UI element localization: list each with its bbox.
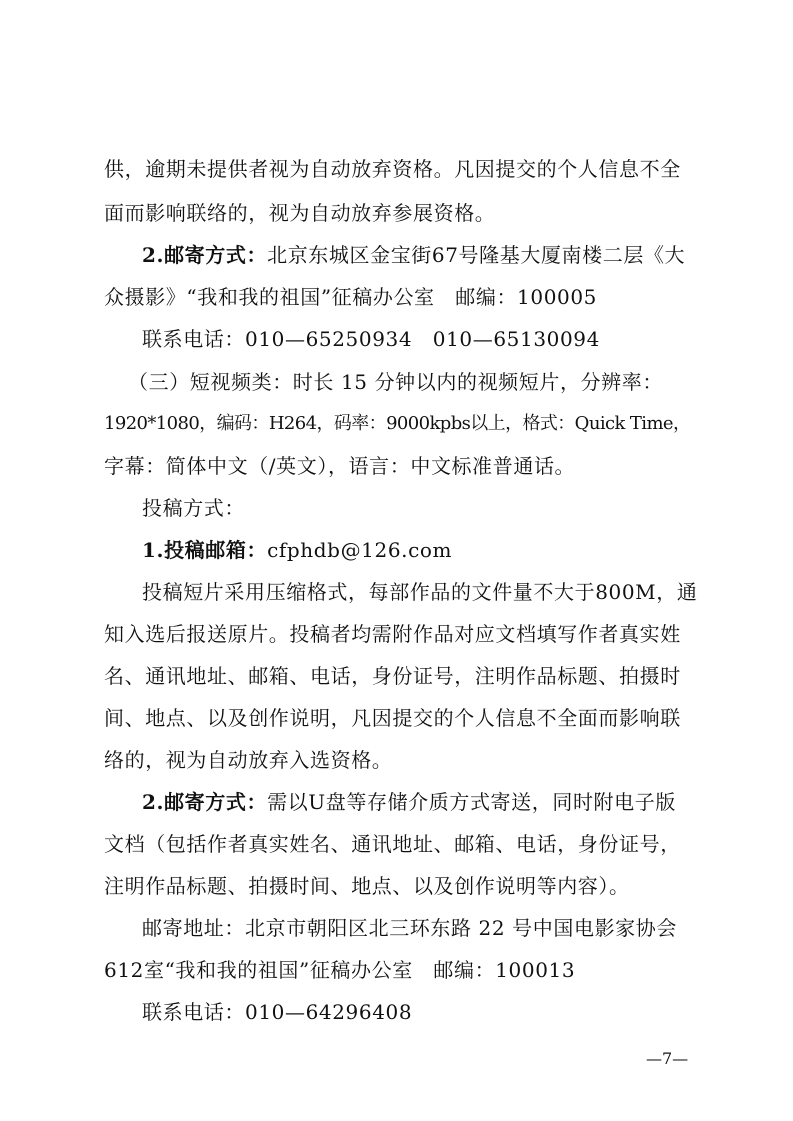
text-line-13: 名、通讯地址、邮箱、电话，身份证号，注明作品标题、拍摄时 bbox=[104, 664, 681, 688]
text-line-17: 文档（包括作者真实姓名、通讯地址、邮箱、电话，身份证号， bbox=[104, 832, 681, 856]
contact-phone-2: 联系电话：010—64296408 bbox=[142, 1000, 413, 1024]
video-subtitle-line: 字幕：简体中文（/英文），语言：中文标准普通话。 bbox=[104, 454, 576, 478]
section-short-video-heading: （三）短视频类：时长 15 分钟以内的视频短片，分辨率： bbox=[128, 370, 663, 394]
text-line-12: 知入选后报送原片。投稿者均需附作品对应文档填写作者真实姓 bbox=[104, 622, 681, 646]
video-spec-line: 1920*1080，编码：H264，码率：9000kpbs以上，格式：Quick Time， bbox=[104, 413, 691, 434]
submission-email-line bbox=[142, 536, 452, 564]
mailing-address-line-1: 邮寄地址：北京市朝阳区北三环东路 22 号中国电影家协会 bbox=[142, 916, 677, 940]
text-line-11: 投稿短片采用压缩格式，每部作品的文件量不大于800M，通 bbox=[142, 580, 698, 604]
submission-email-address: cfphdb@126.com bbox=[267, 538, 453, 562]
mail-method-heading: 2.邮寄方式： bbox=[142, 243, 268, 267]
mail-method-line-2: 众摄影》“我和我的祖国”征稿办公室 邮编：100005 bbox=[104, 285, 597, 309]
mail-method-address: 北京东城区金宝街67号隆基大厦南楼二层《大 bbox=[267, 243, 686, 267]
mail-method-line-1 bbox=[142, 241, 685, 269]
text-line-14: 间、地点、以及创作说明，凡因提交的个人信息不全面而影响联 bbox=[104, 706, 681, 730]
contact-phone-1: 联系电话：010—65250934 010—65130094 bbox=[142, 327, 600, 351]
mail-method-2-heading: 2.邮寄方式： bbox=[142, 790, 268, 814]
mail-method-2-text: 需以U盘等存储介质方式寄送，同时附电子版 bbox=[267, 790, 676, 814]
text-line-2: 面而影响联络的，视为自动放弃参展资格。 bbox=[104, 201, 496, 225]
text-line-18: 注明作品标题、拍摄时间、地点、以及创作说明等内容）。 bbox=[104, 874, 630, 898]
submission-method-label: 投稿方式： bbox=[142, 496, 245, 520]
mail-method-2-line-1 bbox=[142, 788, 676, 816]
page-number: —7— bbox=[646, 1049, 689, 1068]
submission-email-heading: 1.投稿邮箱： bbox=[142, 538, 268, 562]
text-line-1: 供，逾期未提供者视为自动放弃资格。凡因提交的个人信息不全 bbox=[104, 157, 681, 181]
mailing-address-line-2: 612室“我和我的祖国”征稿办公室 邮编：100013 bbox=[104, 958, 576, 982]
text-line-15: 络的，视为自动放弃入选资格。 bbox=[104, 748, 393, 772]
